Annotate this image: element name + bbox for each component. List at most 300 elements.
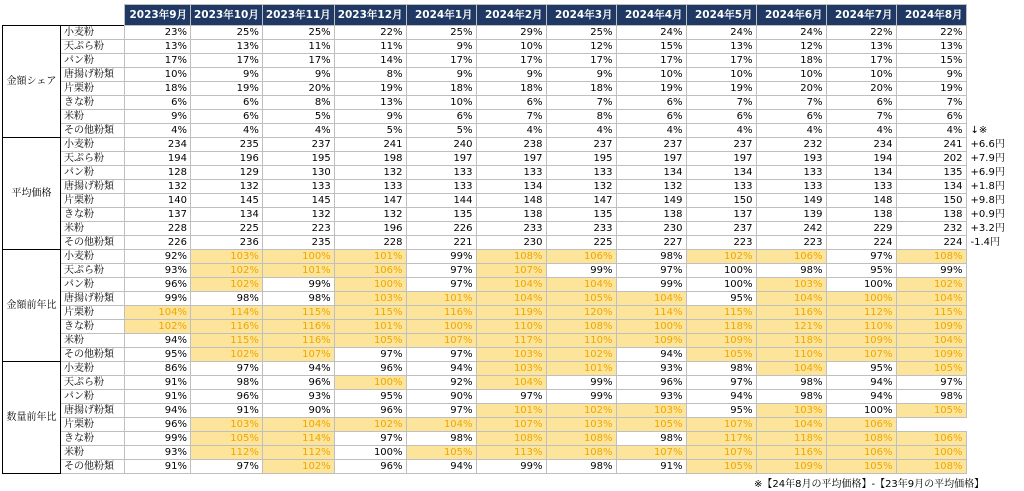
value-cell: 138 — [616, 208, 686, 222]
value-cell: 112% — [262, 446, 334, 460]
value-cell: 104% — [125, 306, 191, 320]
value-cell: 108% — [896, 250, 966, 264]
value-cell: 104% — [896, 292, 966, 306]
value-cell: 99% — [125, 432, 191, 446]
value-cell: 104% — [896, 334, 966, 348]
value-cell: 103% — [756, 278, 826, 292]
value-cell: 25% — [191, 26, 263, 40]
value-cell: 228 — [125, 222, 191, 236]
header-month: 2024年6月 — [756, 5, 826, 26]
value-cell: 114% — [191, 306, 263, 320]
value-cell: 195 — [262, 152, 334, 166]
row-note — [966, 460, 1008, 474]
value-cell: 11% — [262, 40, 334, 54]
value-cell: 105% — [406, 446, 476, 460]
value-cell: 133 — [686, 180, 756, 194]
value-cell: 4% — [125, 124, 191, 138]
value-cell: 101% — [262, 264, 334, 278]
item-label: 小麦粉 — [61, 250, 125, 264]
item-label: 唐揚げ粉類 — [61, 180, 125, 194]
value-cell: 105% — [826, 460, 896, 474]
value-cell: 100% — [334, 446, 406, 460]
value-cell: 91% — [616, 460, 686, 474]
value-cell: 232 — [896, 222, 966, 236]
value-cell: 109% — [826, 334, 896, 348]
value-cell: 17% — [686, 54, 756, 68]
value-cell: 137 — [125, 208, 191, 222]
row-note: +0.9円 — [970, 208, 1005, 220]
item-label: 片栗粉 — [61, 194, 125, 208]
value-cell: 117% — [686, 432, 756, 446]
value-cell: 225 — [546, 236, 616, 250]
table-row — [3, 264, 1009, 278]
value-cell: 17% — [262, 54, 334, 68]
value-cell: 228 — [334, 236, 406, 250]
table-row — [3, 96, 1009, 110]
table-row — [3, 222, 1009, 236]
value-cell: 108% — [546, 446, 616, 460]
value-cell: 4% — [546, 124, 616, 138]
table-row — [3, 68, 1009, 82]
value-cell: 6% — [406, 110, 476, 124]
value-cell: 104% — [406, 418, 476, 432]
value-cell: 98% — [406, 432, 476, 446]
header-month: 2024年5月 — [686, 5, 756, 26]
value-cell: 86% — [125, 362, 191, 376]
value-cell: 8% — [546, 110, 616, 124]
value-cell: 10% — [756, 68, 826, 82]
item-label: 天ぷら粉 — [61, 40, 125, 54]
table-row — [3, 460, 1009, 474]
value-cell: 197 — [406, 152, 476, 166]
value-cell: 112% — [191, 446, 263, 460]
value-cell: 6% — [125, 96, 191, 110]
value-cell: 134 — [686, 166, 756, 180]
value-cell: 12% — [756, 40, 826, 54]
value-cell: 223 — [262, 222, 334, 236]
header-month: 2024年8月 — [896, 5, 966, 26]
item-label: 片栗粉 — [61, 82, 125, 96]
row-note — [966, 40, 1008, 54]
value-cell: 98% — [262, 292, 334, 306]
value-cell: 98% — [191, 292, 263, 306]
value-cell: 140 — [125, 194, 191, 208]
value-cell: 230 — [616, 222, 686, 236]
value-cell: 22% — [896, 26, 966, 40]
value-cell: 104% — [476, 376, 546, 390]
value-cell: 235 — [191, 138, 263, 152]
value-cell: 6% — [476, 96, 546, 110]
value-cell: 104% — [476, 278, 546, 292]
value-cell: 197 — [616, 152, 686, 166]
item-label: その他粉類 — [61, 236, 125, 250]
item-label: きな粉 — [61, 208, 125, 222]
value-cell: 7% — [896, 96, 966, 110]
item-label: 唐揚げ粉類 — [61, 292, 125, 306]
value-cell: 133 — [262, 180, 334, 194]
value-cell: 97% — [191, 460, 263, 474]
value-cell: 148 — [476, 194, 546, 208]
value-cell: 116% — [262, 320, 334, 334]
value-cell: 134 — [191, 208, 263, 222]
value-cell: 90% — [406, 390, 476, 404]
value-cell: 230 — [476, 236, 546, 250]
value-cell: 108% — [476, 250, 546, 264]
value-cell: 29% — [476, 26, 546, 40]
value-cell: 91% — [125, 390, 191, 404]
value-cell: 149 — [756, 194, 826, 208]
value-cell: 234 — [826, 138, 896, 152]
value-cell: 133 — [406, 166, 476, 180]
value-cell: 107% — [406, 334, 476, 348]
row-note — [966, 250, 1008, 264]
value-cell: 95% — [826, 362, 896, 376]
value-cell: 6% — [826, 96, 896, 110]
value-cell: 10% — [616, 68, 686, 82]
value-cell: 102% — [191, 278, 263, 292]
value-cell: 98% — [616, 432, 686, 446]
value-cell: 93% — [125, 446, 191, 460]
value-cell: 100% — [826, 404, 896, 418]
value-cell: 94% — [826, 390, 896, 404]
value-cell: 6% — [756, 110, 826, 124]
value-cell: 97% — [406, 404, 476, 418]
value-cell: 134 — [896, 180, 966, 194]
value-cell: 118% — [756, 432, 826, 446]
value-cell: 99% — [546, 376, 616, 390]
value-cell: 6% — [191, 110, 263, 124]
value-cell: 115% — [686, 306, 756, 320]
value-cell: 138 — [476, 208, 546, 222]
value-cell: 108% — [546, 432, 616, 446]
value-cell: 106% — [756, 250, 826, 264]
item-label: 天ぷら粉 — [61, 264, 125, 278]
value-cell: 93% — [262, 390, 334, 404]
header-month: 2024年7月 — [826, 5, 896, 26]
value-cell: 102% — [686, 250, 756, 264]
value-cell: 197 — [476, 152, 546, 166]
table-row — [3, 404, 1009, 418]
value-cell: 132 — [191, 180, 263, 194]
value-cell: 116% — [191, 320, 263, 334]
value-cell: 13% — [125, 40, 191, 54]
value-cell: 94% — [826, 376, 896, 390]
value-cell: 109% — [896, 320, 966, 334]
value-cell: 105% — [896, 362, 966, 376]
value-cell: 147 — [334, 194, 406, 208]
value-cell: 135 — [406, 208, 476, 222]
value-cell: 93% — [616, 362, 686, 376]
value-cell: 133 — [476, 166, 546, 180]
item-label: パン粉 — [61, 166, 125, 180]
row-note — [966, 264, 1008, 278]
value-cell: 105% — [616, 418, 686, 432]
value-cell: 226 — [406, 222, 476, 236]
value-cell: 113% — [476, 446, 546, 460]
table-row — [3, 390, 1009, 404]
table-row — [3, 194, 1009, 208]
value-cell: 95% — [686, 404, 756, 418]
table-row — [3, 180, 1009, 194]
value-cell: 25% — [546, 26, 616, 40]
value-cell: 135 — [896, 166, 966, 180]
row-note — [966, 82, 1008, 96]
value-cell: 18% — [476, 82, 546, 96]
value-cell: 132 — [616, 180, 686, 194]
row-note: +6.9円 — [970, 166, 1005, 178]
value-cell: 91% — [191, 404, 263, 418]
value-cell: 10% — [826, 68, 896, 82]
value-cell: 91% — [125, 460, 191, 474]
value-cell: 97% — [334, 348, 406, 362]
header-blank-category — [3, 5, 61, 26]
item-label: 小麦粉 — [61, 138, 125, 152]
value-cell: 101% — [476, 404, 546, 418]
value-cell: 17% — [826, 54, 896, 68]
value-cell: 100% — [826, 278, 896, 292]
value-cell: 105% — [191, 432, 263, 446]
value-cell: 96% — [191, 390, 263, 404]
value-cell: 11% — [334, 40, 406, 54]
value-cell: 104% — [262, 418, 334, 432]
value-cell: 99% — [546, 264, 616, 278]
value-cell: 5% — [406, 124, 476, 138]
row-note — [966, 432, 1008, 446]
value-cell: 5% — [334, 124, 406, 138]
value-cell: 8% — [334, 68, 406, 82]
value-cell: 116% — [756, 306, 826, 320]
group-label: 金額前年比 — [3, 250, 61, 362]
value-cell: 110% — [756, 348, 826, 362]
value-cell: 13% — [334, 96, 406, 110]
value-cell: 23% — [125, 26, 191, 40]
value-cell: 98% — [896, 390, 966, 404]
value-cell: 17% — [406, 54, 476, 68]
value-cell: 94% — [125, 404, 191, 418]
value-cell: 150 — [896, 194, 966, 208]
value-cell: 118% — [686, 320, 756, 334]
value-cell: 19% — [616, 82, 686, 96]
value-cell: 104% — [546, 278, 616, 292]
value-cell: 105% — [334, 334, 406, 348]
value-cell: 15% — [896, 54, 966, 68]
value-cell: 9% — [191, 68, 263, 82]
value-cell: 108% — [896, 460, 966, 474]
table-row — [3, 446, 1009, 460]
row-note — [896, 418, 966, 432]
row-note — [966, 334, 1008, 348]
value-cell: 134 — [616, 166, 686, 180]
value-cell: 102% — [125, 320, 191, 334]
value-cell: 96% — [334, 460, 406, 474]
row-note: +7.9円 — [970, 152, 1005, 164]
table-row — [3, 334, 1009, 348]
value-cell: 132 — [334, 166, 406, 180]
row-note: +3.2円 — [970, 222, 1005, 234]
value-cell: 4% — [476, 124, 546, 138]
value-cell: 9% — [406, 40, 476, 54]
value-cell: 97% — [406, 278, 476, 292]
value-cell: 103% — [616, 404, 686, 418]
value-cell: 9% — [262, 68, 334, 82]
value-cell: 103% — [546, 418, 616, 432]
value-cell: 98% — [546, 460, 616, 474]
value-cell: 194 — [826, 152, 896, 166]
value-cell: 118% — [756, 334, 826, 348]
value-cell: 19% — [686, 82, 756, 96]
value-cell: 132 — [125, 180, 191, 194]
value-cell: 10% — [125, 68, 191, 82]
value-cell: 99% — [406, 250, 476, 264]
value-cell: 8% — [262, 96, 334, 110]
value-cell: 99% — [546, 390, 616, 404]
value-cell: 145 — [191, 194, 263, 208]
value-cell: 98% — [756, 376, 826, 390]
value-cell: 229 — [826, 222, 896, 236]
value-cell: 102% — [191, 264, 263, 278]
value-cell: 103% — [334, 292, 406, 306]
value-cell: 95% — [125, 348, 191, 362]
value-cell: 106% — [334, 264, 406, 278]
value-cell: 133 — [406, 180, 476, 194]
value-cell: 241 — [896, 138, 966, 152]
table-row — [3, 124, 1009, 138]
item-label: 米粉 — [61, 334, 125, 348]
value-cell: 22% — [826, 26, 896, 40]
table-row — [3, 292, 1009, 306]
item-label: 片栗粉 — [61, 306, 125, 320]
value-cell: 196 — [334, 222, 406, 236]
value-cell: 104% — [476, 292, 546, 306]
value-cell: 150 — [686, 194, 756, 208]
value-cell: 132 — [262, 208, 334, 222]
value-cell: 195 — [546, 152, 616, 166]
value-cell: 100% — [616, 320, 686, 334]
value-cell: 107% — [262, 348, 334, 362]
value-cell: 101% — [406, 292, 476, 306]
item-label: きな粉 — [61, 96, 125, 110]
item-label: 唐揚げ粉類 — [61, 68, 125, 82]
value-cell: 19% — [896, 82, 966, 96]
row-note: +9.8円 — [970, 194, 1005, 206]
group-label: 金額シェア — [3, 26, 61, 138]
value-cell: 224 — [826, 236, 896, 250]
value-cell: 232 — [756, 138, 826, 152]
header-month: 2024年3月 — [546, 5, 616, 26]
value-cell: 4% — [262, 124, 334, 138]
item-label: 小麦粉 — [61, 362, 125, 376]
value-cell: 139 — [756, 208, 826, 222]
value-cell: 121% — [756, 320, 826, 334]
table-row — [3, 152, 1009, 166]
value-cell: 97% — [334, 432, 406, 446]
value-cell: 109% — [756, 460, 826, 474]
value-cell: 4% — [616, 124, 686, 138]
row-note — [966, 292, 1008, 306]
row-note: -1.4円 — [970, 236, 1001, 248]
value-cell: 9% — [334, 110, 406, 124]
header-month: 2024年4月 — [616, 5, 686, 26]
value-cell: 18% — [756, 54, 826, 68]
value-cell: 223 — [686, 236, 756, 250]
value-cell: 17% — [125, 54, 191, 68]
value-cell: 4% — [686, 124, 756, 138]
value-cell: 96% — [125, 278, 191, 292]
table-row — [3, 26, 1009, 40]
value-cell: 148 — [826, 194, 896, 208]
value-cell: 5% — [262, 110, 334, 124]
value-cell: 94% — [406, 460, 476, 474]
header-month: 2024年2月 — [476, 5, 546, 26]
value-cell: 9% — [476, 68, 546, 82]
value-cell: 98% — [756, 390, 826, 404]
value-cell: 109% — [896, 348, 966, 362]
row-note — [966, 306, 1008, 320]
value-cell: 104% — [756, 362, 826, 376]
value-cell: 241 — [334, 138, 406, 152]
value-cell: 114% — [262, 432, 334, 446]
value-cell: 9% — [125, 110, 191, 124]
value-cell: 98% — [191, 376, 263, 390]
value-cell: 97% — [191, 362, 263, 376]
value-cell: 101% — [334, 250, 406, 264]
group-label: 平均価格 — [3, 138, 61, 250]
value-cell: 15% — [616, 40, 686, 54]
value-cell: 98% — [756, 264, 826, 278]
value-cell: 132 — [546, 180, 616, 194]
value-cell: 22% — [334, 26, 406, 40]
value-cell: 94% — [262, 362, 334, 376]
value-cell: 94% — [686, 390, 756, 404]
value-cell: 7% — [756, 96, 826, 110]
value-cell: 10% — [476, 40, 546, 54]
value-cell: 13% — [826, 40, 896, 54]
data-table — [2, 4, 1009, 474]
value-cell: 107% — [826, 348, 896, 362]
value-cell: 7% — [476, 110, 546, 124]
value-cell: 237 — [686, 222, 756, 236]
value-cell: 102% — [546, 348, 616, 362]
value-cell: 18% — [406, 82, 476, 96]
value-cell: 6% — [896, 110, 966, 124]
value-cell: 103% — [476, 362, 546, 376]
value-cell: 202 — [896, 152, 966, 166]
row-note — [966, 96, 1008, 110]
value-cell: 133 — [826, 180, 896, 194]
value-cell: 100% — [406, 320, 476, 334]
value-cell: 106% — [546, 250, 616, 264]
table-row — [3, 376, 1009, 390]
item-label: 片栗粉 — [61, 418, 125, 432]
value-cell: 223 — [756, 236, 826, 250]
item-label: 天ぷら粉 — [61, 376, 125, 390]
value-cell: 98% — [686, 362, 756, 376]
value-cell: 4% — [756, 124, 826, 138]
value-cell: 106% — [826, 418, 896, 432]
value-cell: 97% — [686, 376, 756, 390]
value-cell: 6% — [616, 110, 686, 124]
header-blank-item — [61, 5, 125, 26]
value-cell: 97% — [476, 390, 546, 404]
value-cell: 96% — [334, 362, 406, 376]
value-cell: 92% — [406, 376, 476, 390]
value-cell: 101% — [546, 362, 616, 376]
value-cell: 132 — [334, 208, 406, 222]
value-cell: 240 — [406, 138, 476, 152]
header-month: 2023年12月 — [334, 5, 406, 26]
value-cell: 237 — [546, 138, 616, 152]
value-cell: 105% — [686, 348, 756, 362]
